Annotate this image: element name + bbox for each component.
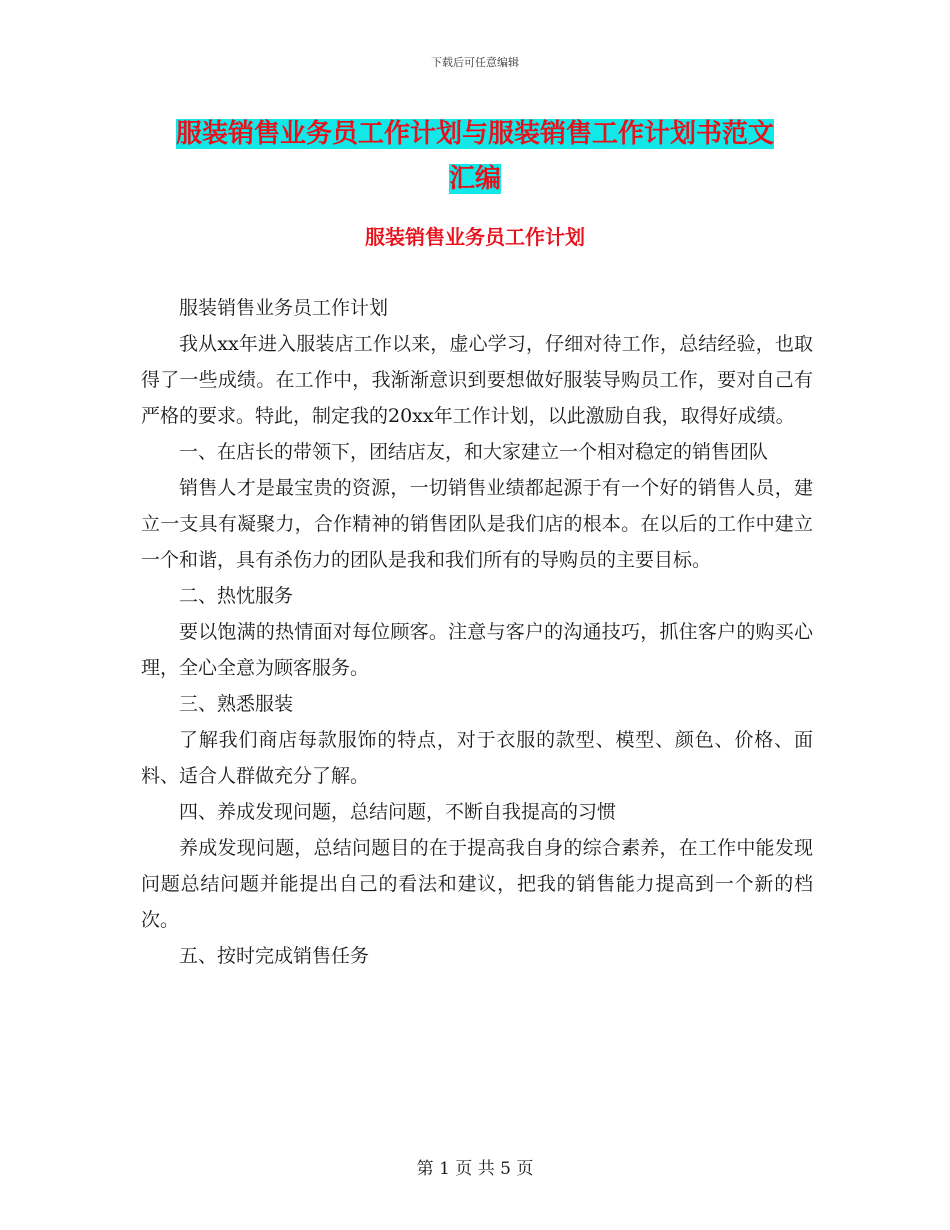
- document-title-line-1: 服装销售业务员工作计划与服装销售工作计划书范文: [175, 119, 774, 149]
- page-number-footer: 第 1 页 共 5 页: [416, 1159, 534, 1179]
- document-body: [141, 290, 813, 974]
- paragraph: 二、热忱服务: [179, 585, 294, 607]
- paragraph: 五、按时完成销售任务: [179, 945, 370, 967]
- paragraph: 养成发现问题，总结问题目的在于提高我自身的综合素养，在工作中能发现问题总结问题并能提出自己的看法和建议，把我的销售能力提高到一个新的档次。: [141, 837, 813, 931]
- paragraph: 我从xx年进入服装店工作以来，虚心学习，仔细对待工作，总结经验，也取得了一些成绩。在工作中，我渐渐意识到要想做好服装导购员工作，要对自己有严格的要求。特此，制定我的20xx年工作计划，以此激励自我，取得好成绩。: [141, 333, 813, 427]
- paragraph: 三、熟悉服装: [179, 693, 294, 715]
- document-title-line-2: 汇编: [448, 164, 501, 194]
- page-header-note: 下载后可任意编辑: [431, 56, 519, 69]
- section-title: 服装销售业务员工作计划: [365, 225, 585, 249]
- paragraph: 要以饱满的热情面对每位顾客。注意与客户的沟通技巧，抓住客户的购买心理，全心全意为顾客服务。: [141, 621, 813, 679]
- paragraph: 服装销售业务员工作计划: [179, 297, 389, 319]
- paragraph: 四、养成发现问题，总结问题，不断自我提高的习惯: [179, 801, 617, 823]
- paragraph: 了解我们商店每款服饰的特点，对于衣服的款型、模型、颜色、价格、面料、适合人群做充分了解。: [141, 729, 813, 787]
- document-title: [140, 112, 810, 202]
- paragraph: 一、在店长的带领下，团结店友，和大家建立一个相对稳定的销售团队: [179, 441, 769, 463]
- paragraph: 销售人才是最宝贵的资源，一切销售业绩都起源于有一个好的销售人员，建立一支具有凝聚力，合作精神的销售团队是我们店的根本。在以后的工作中建立一个和谐，具有杀伤力的团队是我和我们所有的导购员的主要目标。: [141, 477, 813, 571]
